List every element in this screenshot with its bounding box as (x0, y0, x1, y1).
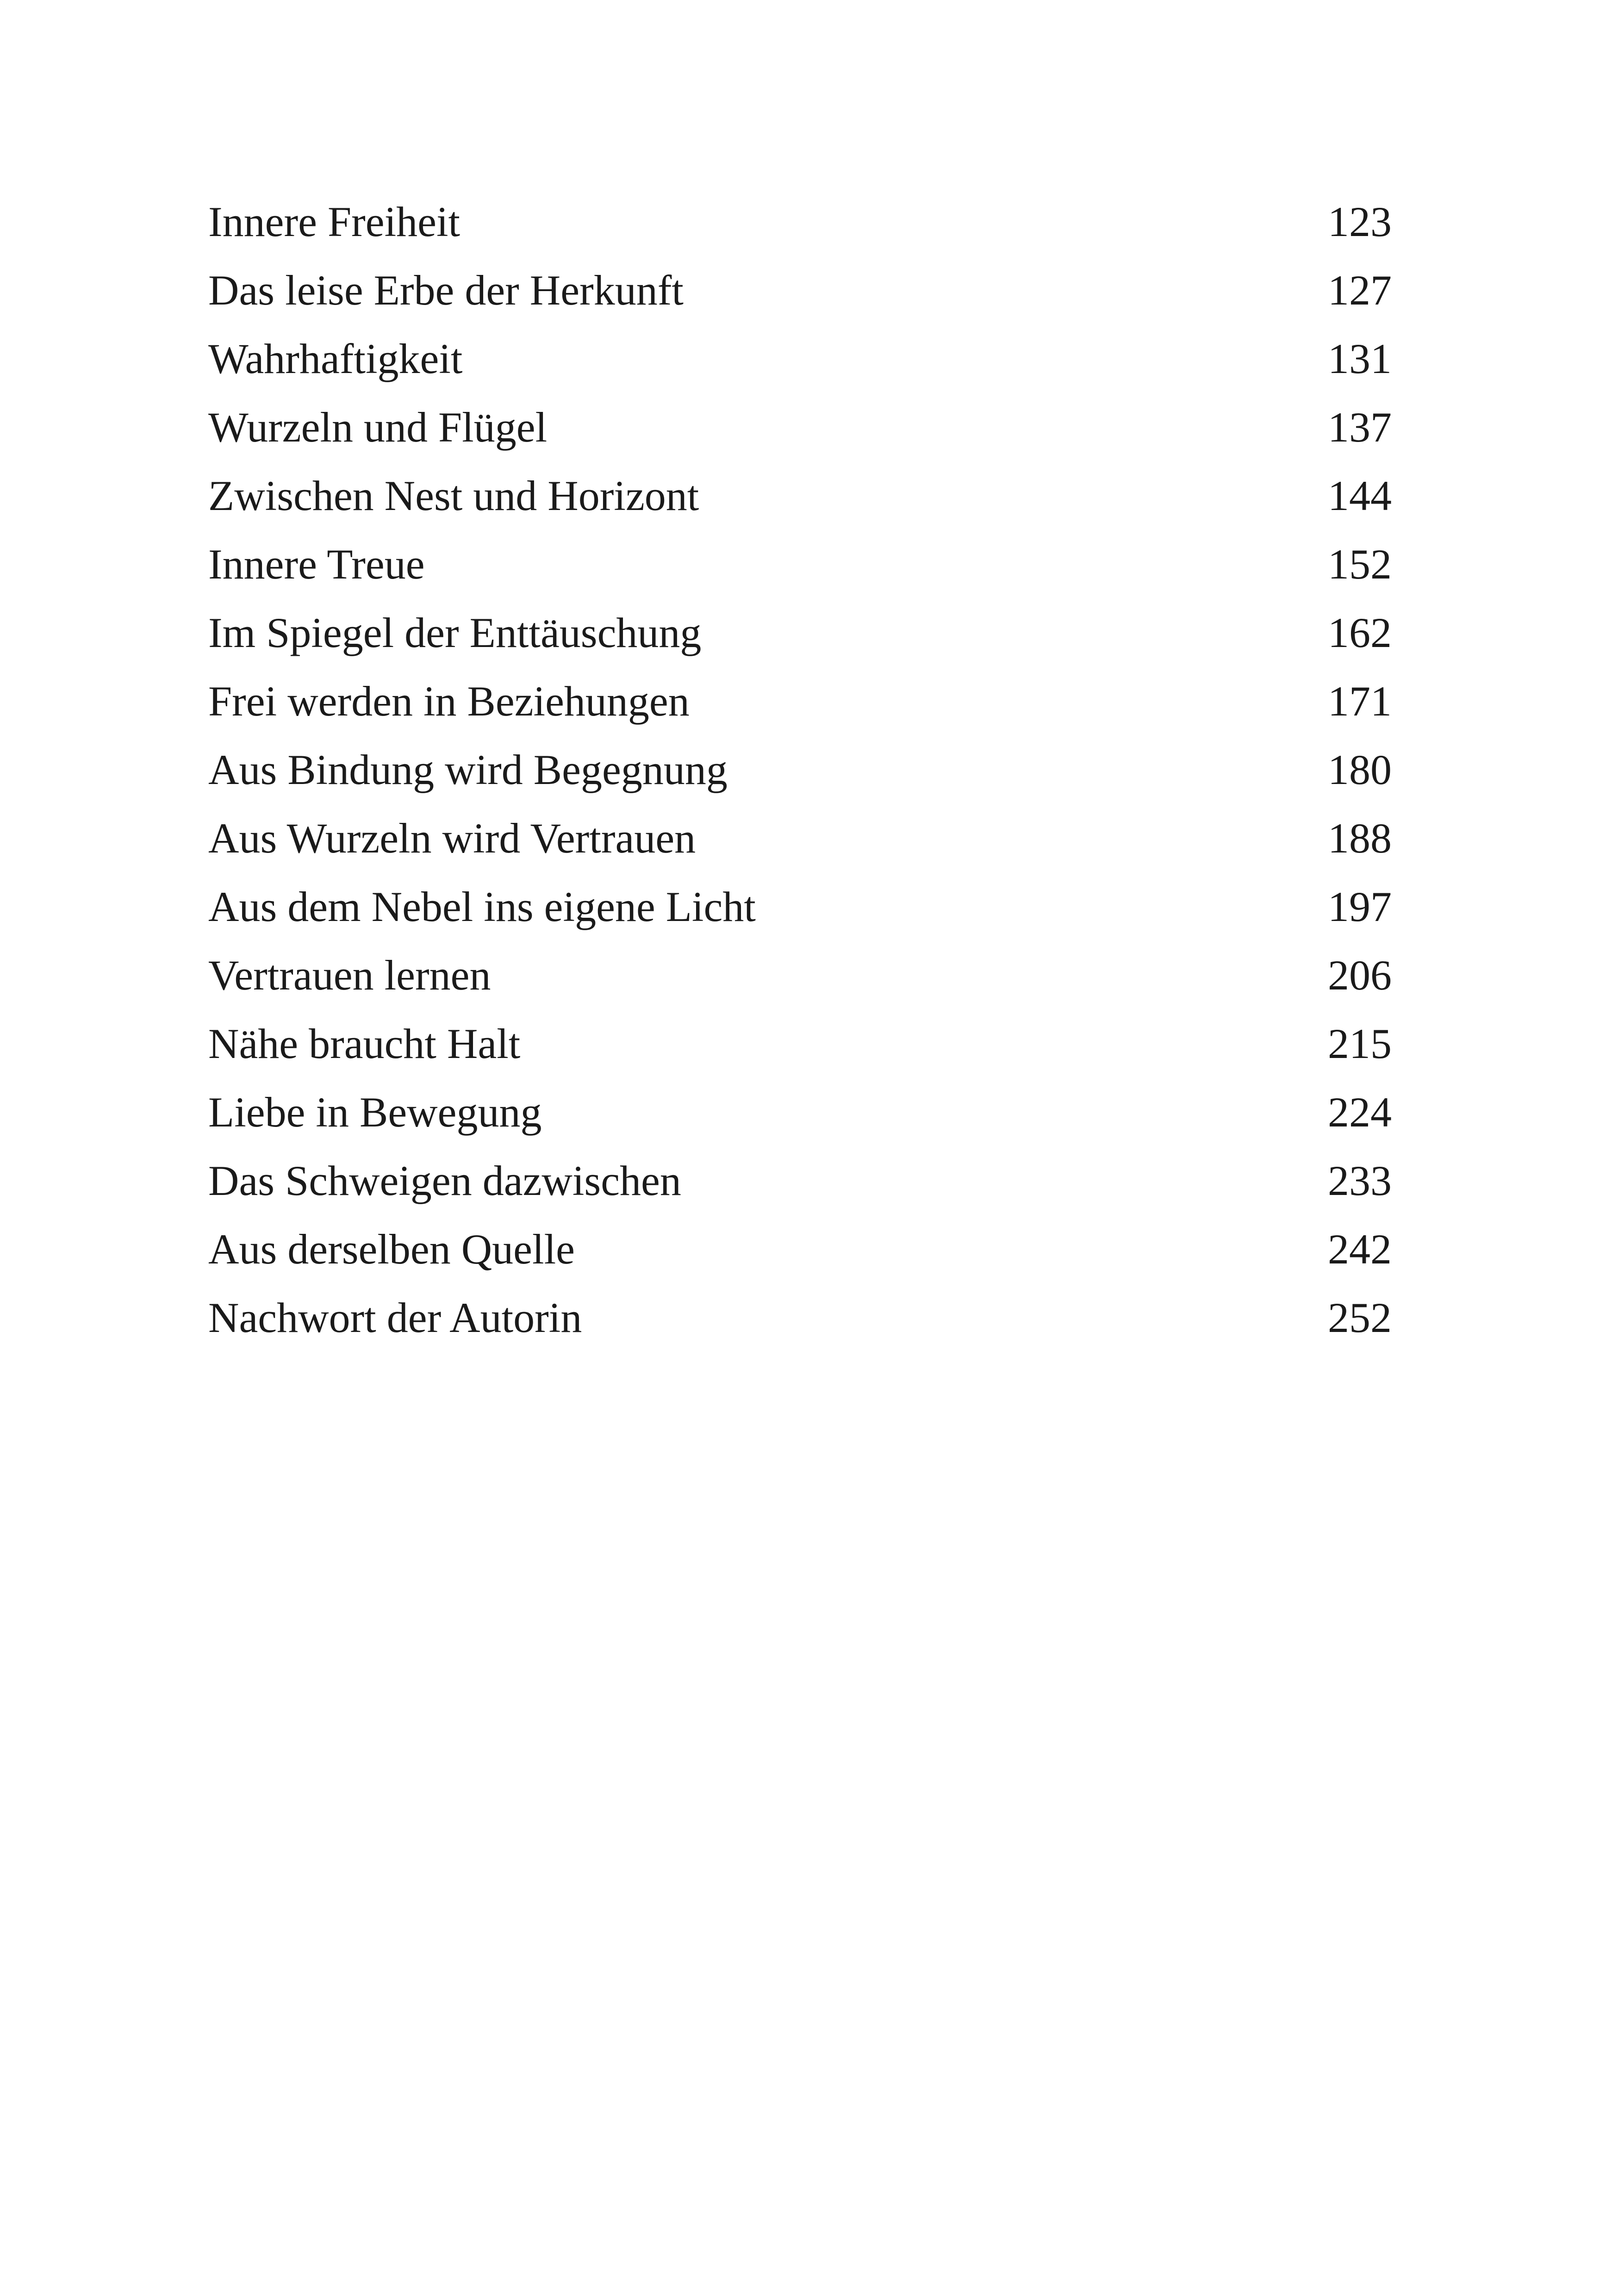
toc-entry (208, 1146, 1392, 1215)
toc-entry-page: 233 (1328, 1157, 1392, 1204)
toc-entry (208, 872, 1392, 941)
toc-entry-page: 242 (1328, 1226, 1392, 1273)
toc-entry-title: Liebe in Bewegung (208, 1089, 542, 1136)
table-of-contents (208, 187, 1392, 1352)
toc-entry (208, 1009, 1392, 1078)
toc-entry-page: 131 (1328, 335, 1392, 382)
toc-entry-title: Nähe braucht Halt (208, 1020, 521, 1067)
toc-entry (208, 324, 1392, 393)
toc-entry-title: Innere Treue (208, 541, 425, 588)
toc-entry-title: Wahrhaftigkeit (208, 335, 463, 382)
toc-entry-page: 224 (1328, 1089, 1392, 1136)
toc-entry-title: Wurzeln und Flügel (208, 404, 548, 451)
toc-entry (208, 393, 1392, 461)
toc-entry (208, 941, 1392, 1009)
toc-entry-page: 188 (1328, 815, 1392, 862)
toc-entry (208, 1078, 1392, 1146)
toc-entry-page: 180 (1328, 746, 1392, 793)
toc-entry-page: 123 (1328, 198, 1392, 245)
toc-entry (208, 1283, 1392, 1352)
toc-entry-page: 197 (1328, 883, 1392, 930)
toc-entry-title: Das leise Erbe der Herkunft (208, 267, 684, 314)
toc-entry-title: Nachwort der Autorin (208, 1294, 582, 1341)
toc-entry (208, 187, 1392, 256)
toc-entry-title: Das Schweigen dazwischen (208, 1157, 681, 1204)
toc-entry-page: 137 (1328, 404, 1392, 451)
toc-entry (208, 598, 1392, 667)
toc-entry-page: 144 (1328, 472, 1392, 519)
toc-entry-title: Frei werden in Beziehungen (208, 678, 690, 725)
toc-entry (208, 667, 1392, 735)
toc-entry-title: Aus Bindung wird Begegnung (208, 746, 728, 793)
toc-entry-page: 206 (1328, 952, 1392, 999)
toc-entry-page: 152 (1328, 541, 1392, 588)
toc-entry-page: 127 (1328, 267, 1392, 314)
toc-entry (208, 530, 1392, 598)
toc-entry-title: Zwischen Nest und Horizont (208, 472, 699, 519)
toc-entry (208, 804, 1392, 872)
toc-entry-page: 215 (1328, 1020, 1392, 1067)
toc-entry-title: Aus derselben Quelle (208, 1226, 575, 1273)
toc-entry (208, 735, 1392, 804)
toc-entry-title: Aus dem Nebel ins eigene Licht (208, 883, 756, 930)
toc-entry-page: 252 (1328, 1294, 1392, 1341)
toc-entry-title: Vertrauen lernen (208, 952, 491, 999)
toc-entry (208, 461, 1392, 530)
toc-entry (208, 1215, 1392, 1283)
toc-entry-page: 171 (1328, 678, 1392, 725)
toc-entry-title: Aus Wurzeln wird Vertrauen (208, 815, 696, 862)
toc-entry-title: Im Spiegel der Enttäuschung (208, 609, 702, 656)
toc-entry (208, 256, 1392, 324)
toc-entry-title: Innere Freiheit (208, 198, 461, 245)
toc-entry-page: 162 (1328, 609, 1392, 656)
